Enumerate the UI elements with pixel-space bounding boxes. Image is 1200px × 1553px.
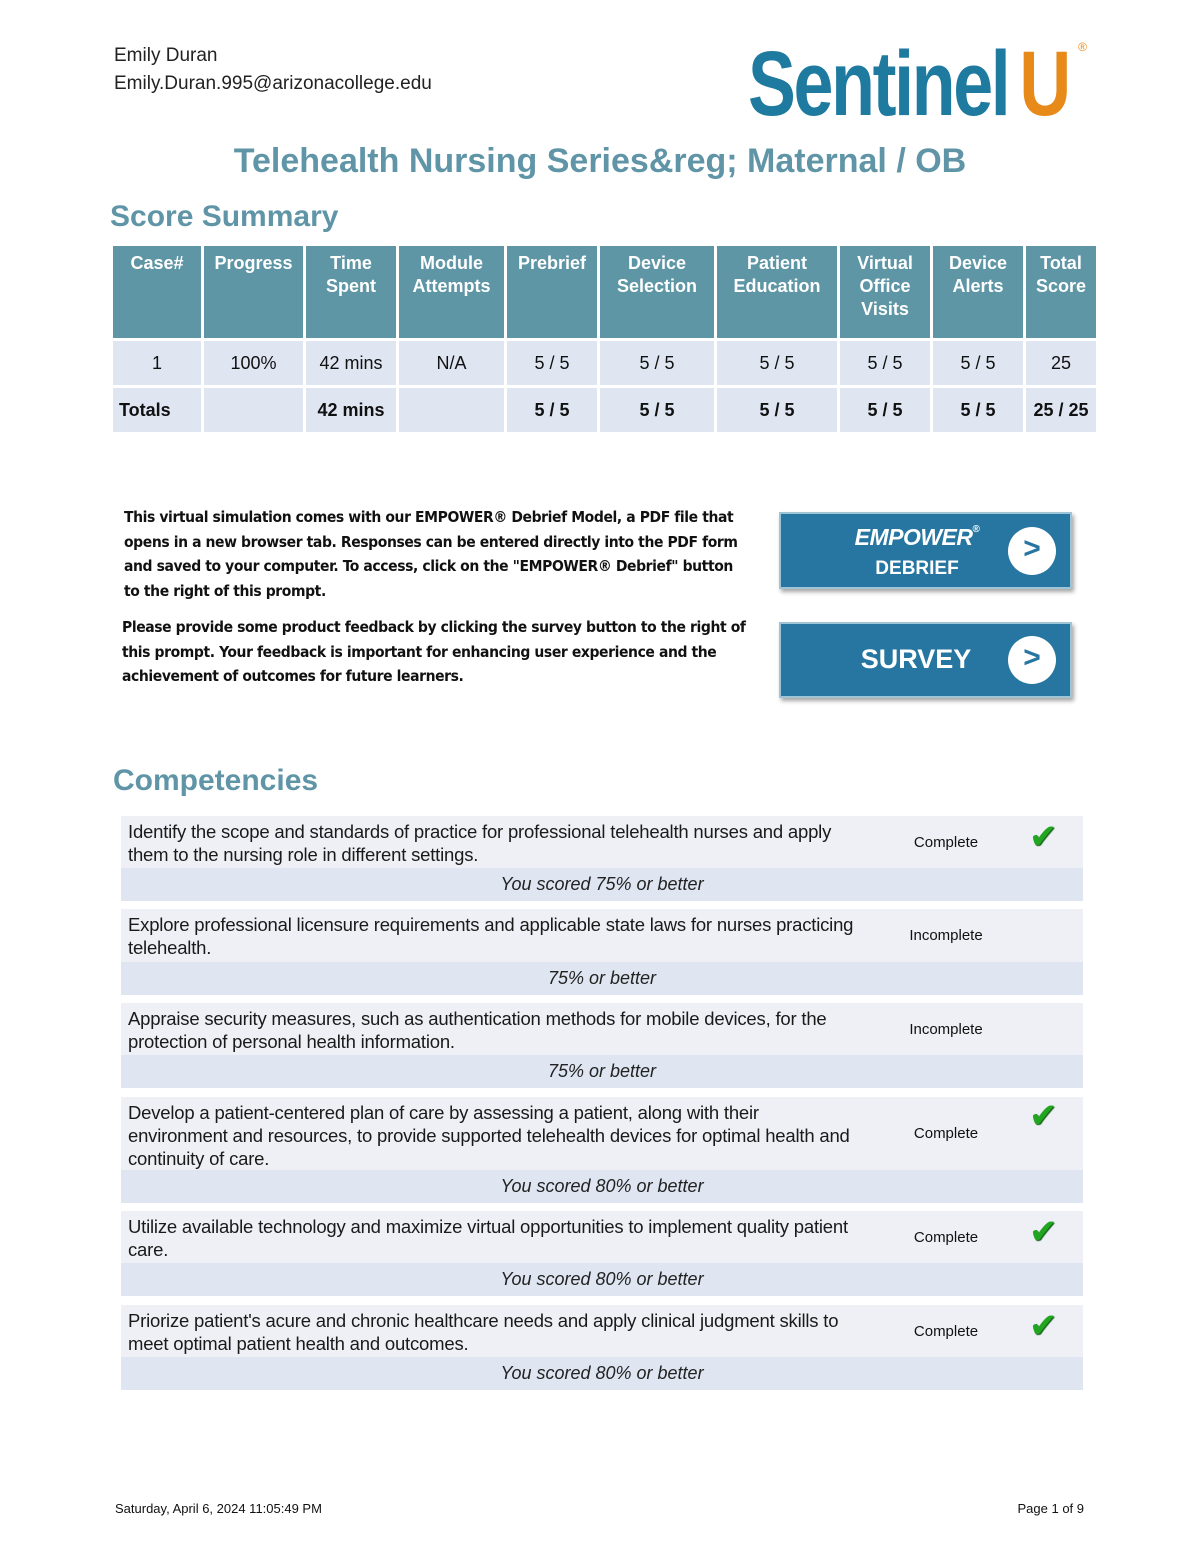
competency-status: Incomplete bbox=[909, 1021, 983, 1038]
competency-score: 75% or better bbox=[121, 962, 1083, 995]
table-cell bbox=[203, 387, 305, 434]
competency-item bbox=[121, 1097, 1083, 1203]
competency-score: 75% or better bbox=[121, 1055, 1083, 1088]
table-cell: 42 mins bbox=[305, 387, 398, 434]
header-case: Case# bbox=[112, 245, 203, 340]
table-cell: 5 / 5 bbox=[839, 340, 932, 387]
sentinel-u-logo: Sentinel U ® bbox=[748, 33, 1087, 135]
header-prebrief: Prebrief bbox=[506, 245, 599, 340]
table-cell: 25 bbox=[1025, 340, 1098, 387]
survey-button[interactable] bbox=[779, 622, 1072, 698]
chevron-right-icon: > bbox=[1008, 636, 1056, 684]
table-cell: 5 / 5 bbox=[932, 340, 1025, 387]
score-summary-table bbox=[110, 243, 1099, 435]
competency-status: Complete bbox=[913, 1323, 979, 1340]
table-cell: 100% bbox=[203, 340, 305, 387]
competency-item bbox=[121, 909, 1083, 995]
debrief-label: DEBRIEF bbox=[875, 558, 959, 579]
table-cell: 5 / 5 bbox=[716, 340, 839, 387]
table-cell: N/A bbox=[398, 340, 506, 387]
checkmark-icon: ✔ bbox=[1029, 1307, 1058, 1345]
checkmark-icon: ✔ bbox=[1029, 1213, 1058, 1251]
competency-score: You scored 75% or better bbox=[121, 868, 1083, 901]
competency-text: Develop a patient-centered plan of care by assessing a patient, along with their environment and resources, to provide supported telehealth devices for optimal health and continuity of care. bbox=[128, 1102, 850, 1169]
checkmark-icon: ✔ bbox=[1029, 818, 1058, 856]
score-summary-heading: Score Summary bbox=[110, 200, 339, 233]
footer-date: Saturday, April 6, 2024 11:05:49 PM bbox=[115, 1501, 322, 1516]
survey-label: SURVEY bbox=[860, 644, 972, 674]
chevron-right-icon: > bbox=[1008, 527, 1056, 575]
score-header-row bbox=[112, 245, 1098, 340]
survey-description: Please provide some product feedback by clicking the survey button to the right of this prompt. Your feedback is important for enhancing user experience and the achievement of outcomes for future learners. bbox=[122, 618, 746, 685]
competency-text: Utilize available technology and maximize virtual opportunities to implement quality patient care. bbox=[128, 1216, 848, 1260]
header-virtual-office-visits: Virtual Office Visits bbox=[839, 245, 932, 340]
checkmark-icon: ✔ bbox=[1029, 1097, 1058, 1135]
table-row bbox=[112, 340, 1098, 387]
competency-text: Appraise security measures, such as authentication methods for mobile devices, for the protection of personal health information. bbox=[128, 1008, 827, 1052]
competency-item bbox=[121, 816, 1083, 901]
table-cell: 5 / 5 bbox=[716, 387, 839, 434]
table-cell: 5 / 5 bbox=[506, 387, 599, 434]
competency-item bbox=[121, 1211, 1083, 1296]
totals-row bbox=[112, 387, 1098, 434]
table-cell: 5 / 5 bbox=[932, 387, 1025, 434]
table-cell bbox=[398, 387, 506, 434]
competency-status: Incomplete bbox=[909, 927, 983, 944]
empower-description: This virtual simulation comes with our EMPOWER® Debrief Model, a PDF file that opens in a new browser tab. Responses can be entered directly into the PDF form and saved to your computer. To access, click on the "EMPOWER® Debrief" button to the right of this prompt. bbox=[124, 508, 738, 600]
header-patient-education: Patient Education bbox=[716, 245, 839, 340]
empower-debrief-button[interactable]: EMPOWER® DEBRIEF > bbox=[779, 512, 1072, 589]
table-cell: 25 / 25 bbox=[1025, 387, 1098, 434]
table-cell: 42 mins bbox=[305, 340, 398, 387]
competency-text: Explore professional licensure requirements and applicable state laws for nurses practicing telehealth. bbox=[128, 914, 854, 958]
table-cell: 5 / 5 bbox=[599, 340, 716, 387]
competency-status: Complete bbox=[913, 834, 979, 851]
page-title: Telehealth Nursing Series&reg; Maternal / OB bbox=[233, 142, 967, 180]
header-module-attempts: Module Attempts bbox=[398, 245, 506, 340]
footer-page-number: Page 1 of 9 bbox=[1017, 1501, 1084, 1516]
empower-label: EMPOWER bbox=[854, 524, 973, 550]
competency-text: Identify the scope and standards of practice for professional telehealth nurses and apply them to the nursing role in different settings. bbox=[128, 821, 832, 865]
competency-status: Complete bbox=[913, 1125, 979, 1142]
header-device-alerts: Device Alerts bbox=[932, 245, 1025, 340]
header-progress: Progress bbox=[203, 245, 305, 340]
competency-status: Complete bbox=[913, 1229, 979, 1246]
competency-score: You scored 80% or better bbox=[121, 1170, 1083, 1203]
competency-text: Priorize patient's acure and chronic healthcare needs and apply clinical judgment skills to meet optimal patient health and outcomes. bbox=[128, 1310, 839, 1354]
table-cell: 1 bbox=[112, 340, 203, 387]
table-cell: 5 / 5 bbox=[599, 387, 716, 434]
table-cell: 5 / 5 bbox=[839, 387, 932, 434]
user-email: Emily.Duran.995@arizonacollege.edu bbox=[114, 73, 432, 94]
table-cell: 5 / 5 bbox=[506, 340, 599, 387]
header-time-spent: Time Spent bbox=[305, 245, 398, 340]
totals-label: Totals bbox=[112, 387, 203, 434]
competency-item bbox=[121, 1305, 1083, 1390]
competency-score: You scored 80% or better bbox=[121, 1357, 1083, 1390]
header-device-selection: Device Selection bbox=[599, 245, 716, 340]
competency-item bbox=[121, 1003, 1083, 1088]
competency-score: You scored 80% or better bbox=[121, 1263, 1083, 1296]
user-info bbox=[114, 42, 432, 98]
header-total-score: Total Score bbox=[1025, 245, 1098, 340]
competencies-heading: Competencies bbox=[113, 764, 319, 797]
user-name: Emily Duran bbox=[114, 45, 218, 66]
